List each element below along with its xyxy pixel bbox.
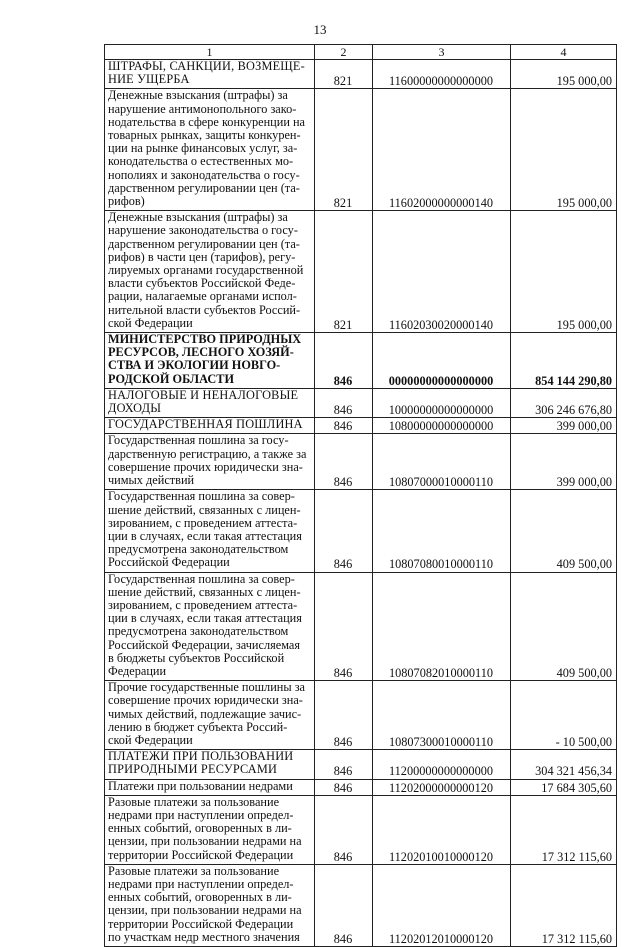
row-kbk-cell: 11202000000000120 (373, 779, 511, 795)
row-sum-cell: 409 500,00 (511, 572, 617, 681)
row-code-cell: 821 (315, 60, 373, 89)
row-code-cell: 846 (315, 864, 373, 946)
row-name-cell: Денежные взыскания (штрафы) за нарушение антимонопольного зако- нодательства в сфере конкуренции на товарных рынках, защиты конкурен- ции на рынке финансовых услуг, за- конодательства о естественных мо- нополиях и законодательства о госу- дарственном регулировании цен (та- рифов) (105, 89, 315, 211)
row-sum-cell: - 10 500,00 (511, 681, 617, 750)
row-kbk-cell: 10800000000000000 (373, 418, 511, 434)
row-name-cell: НАЛОГОВЫЕ И НЕНАЛОГОВЫЕ ДОХОДЫ (105, 388, 315, 417)
row-sum-cell: 399 000,00 (511, 418, 617, 434)
row-kbk-cell: 11600000000000000 (373, 60, 511, 89)
row-kbk-cell: 10000000000000000 (373, 388, 511, 417)
row-name-cell: Государственная пошлина за совер- шение действий, связанных с лицен- зированием, с проведением аттеста- ции в случаях, если такая аттестация предусмотрена законодательством Российской Федерации, зачисляемая в бюджеты субъектов Российской Федерации (105, 572, 315, 681)
row-name-cell: Прочие государственные пошлины за совершение прочих юридически зна- чимых действий, подлежащие зачис- лению в бюджет субъекта Россий- ской Федерации (105, 681, 315, 750)
table-row (105, 60, 617, 89)
row-kbk-cell: 11602030020000140 (373, 211, 511, 333)
row-name-cell: ГОСУДАРСТВЕННАЯ ПОШЛИНА (105, 418, 315, 434)
row-sum-cell: 17 312 115,60 (511, 795, 617, 864)
row-name-cell: Государственная пошлина за совер- шение действий, связанных с лицен- зированием, с проведением аттеста- ции в случаях, если такая аттестация предусмотрена законодательством Российской Федерации (105, 490, 315, 572)
row-name-cell: Денежные взыскания (штрафы) за нарушение законодательства о госу- дарственном регулировании цен (та- рифов) в части цен (тарифов), регу- лируемых органами государственной власти субъектов Российской Феде- рации, налагаемые органами испол- нительной власти субъектов Россий- ской Федерации (105, 211, 315, 333)
row-code-cell: 846 (315, 333, 373, 389)
row-kbk-cell: 10807080010000110 (373, 490, 511, 572)
row-kbk-cell: 11202010010000120 (373, 795, 511, 864)
row-kbk-cell: 11200000000000000 (373, 750, 511, 779)
row-sum-cell: 17 684 305,60 (511, 779, 617, 795)
table-row (105, 434, 617, 490)
row-sum-cell: 195 000,00 (511, 60, 617, 89)
row-name-cell: ПЛАТЕЖИ ПРИ ПОЛЬЗОВАНИИ ПРИРОДНЫМИ РЕСУРСАМИ (105, 750, 315, 779)
revenue-table (104, 44, 617, 947)
table-row (105, 89, 617, 211)
row-kbk-cell: 10807300010000110 (373, 681, 511, 750)
row-code-cell: 846 (315, 750, 373, 779)
header-cell: 4 (511, 45, 617, 60)
header-cell: 2 (315, 45, 373, 60)
row-code-cell: 846 (315, 434, 373, 490)
table-row (105, 681, 617, 750)
row-name-cell: МИНИСТЕРСТВО ПРИРОДНЫХ РЕСУРСОВ, ЛЕСНОГО ХОЗЯЙ- СТВА И ЭКОЛОГИИ НОВГО- РОДСКОЙ ОБЛАСТИ (105, 333, 315, 389)
row-code-cell: 846 (315, 388, 373, 417)
row-sum-cell: 854 144 290,80 (511, 333, 617, 389)
row-code-cell: 846 (315, 681, 373, 750)
table-row (105, 211, 617, 333)
row-sum-cell: 195 000,00 (511, 89, 617, 211)
table-row (105, 750, 617, 779)
row-kbk-cell: 10807082010000110 (373, 572, 511, 681)
table-row (105, 418, 617, 434)
table-row (105, 864, 617, 946)
row-kbk-cell: 00000000000000000 (373, 333, 511, 389)
row-kbk-cell: 11202012010000120 (373, 864, 511, 946)
header-cell: 1 (105, 45, 315, 60)
header-cell: 3 (373, 45, 511, 60)
row-name-cell: ШТРАФЫ, САНКЦИИ, ВОЗМЕЩЕ- НИЕ УЩЕРБА (105, 60, 315, 89)
row-code-cell: 846 (315, 418, 373, 434)
row-code-cell: 846 (315, 779, 373, 795)
table-row (105, 333, 617, 389)
row-name-cell: Разовые платежи за пользование недрами при наступлении определ- енных событий, оговоренных в ли- цензии, при пользовании недрами на территории Российской Федерации (105, 795, 315, 864)
row-code-cell: 821 (315, 89, 373, 211)
row-name-cell: Разовые платежи за пользование недрами при наступлении определ- енных событий, оговоренных в ли- цензии, при пользовании недрами на территории Российской Федерации по участкам недр местного значения (105, 864, 315, 946)
row-sum-cell: 17 312 115,60 (511, 864, 617, 946)
row-kbk-cell: 10807000010000110 (373, 434, 511, 490)
row-sum-cell: 304 321 456,34 (511, 750, 617, 779)
row-code-cell: 846 (315, 490, 373, 572)
table-row (105, 795, 617, 864)
table-row (105, 572, 617, 681)
row-code-cell: 846 (315, 795, 373, 864)
row-kbk-cell: 11602000000000140 (373, 89, 511, 211)
page-number: 13 (313, 22, 327, 37)
header-row (105, 45, 617, 60)
row-code-cell: 846 (315, 572, 373, 681)
row-code-cell: 821 (315, 211, 373, 333)
row-sum-cell: 399 000,00 (511, 434, 617, 490)
table-row (105, 779, 617, 795)
table-row (105, 388, 617, 417)
table-row (105, 490, 617, 572)
row-sum-cell: 195 000,00 (511, 211, 617, 333)
row-sum-cell: 409 500,00 (511, 490, 617, 572)
row-name-cell: Государственная пошлина за госу- дарственную регистрацию, а также за совершение прочих юридически зна- чимых действий (105, 434, 315, 490)
row-name-cell: Платежи при пользовании недрами (105, 779, 315, 795)
row-sum-cell: 306 246 676,80 (511, 388, 617, 417)
